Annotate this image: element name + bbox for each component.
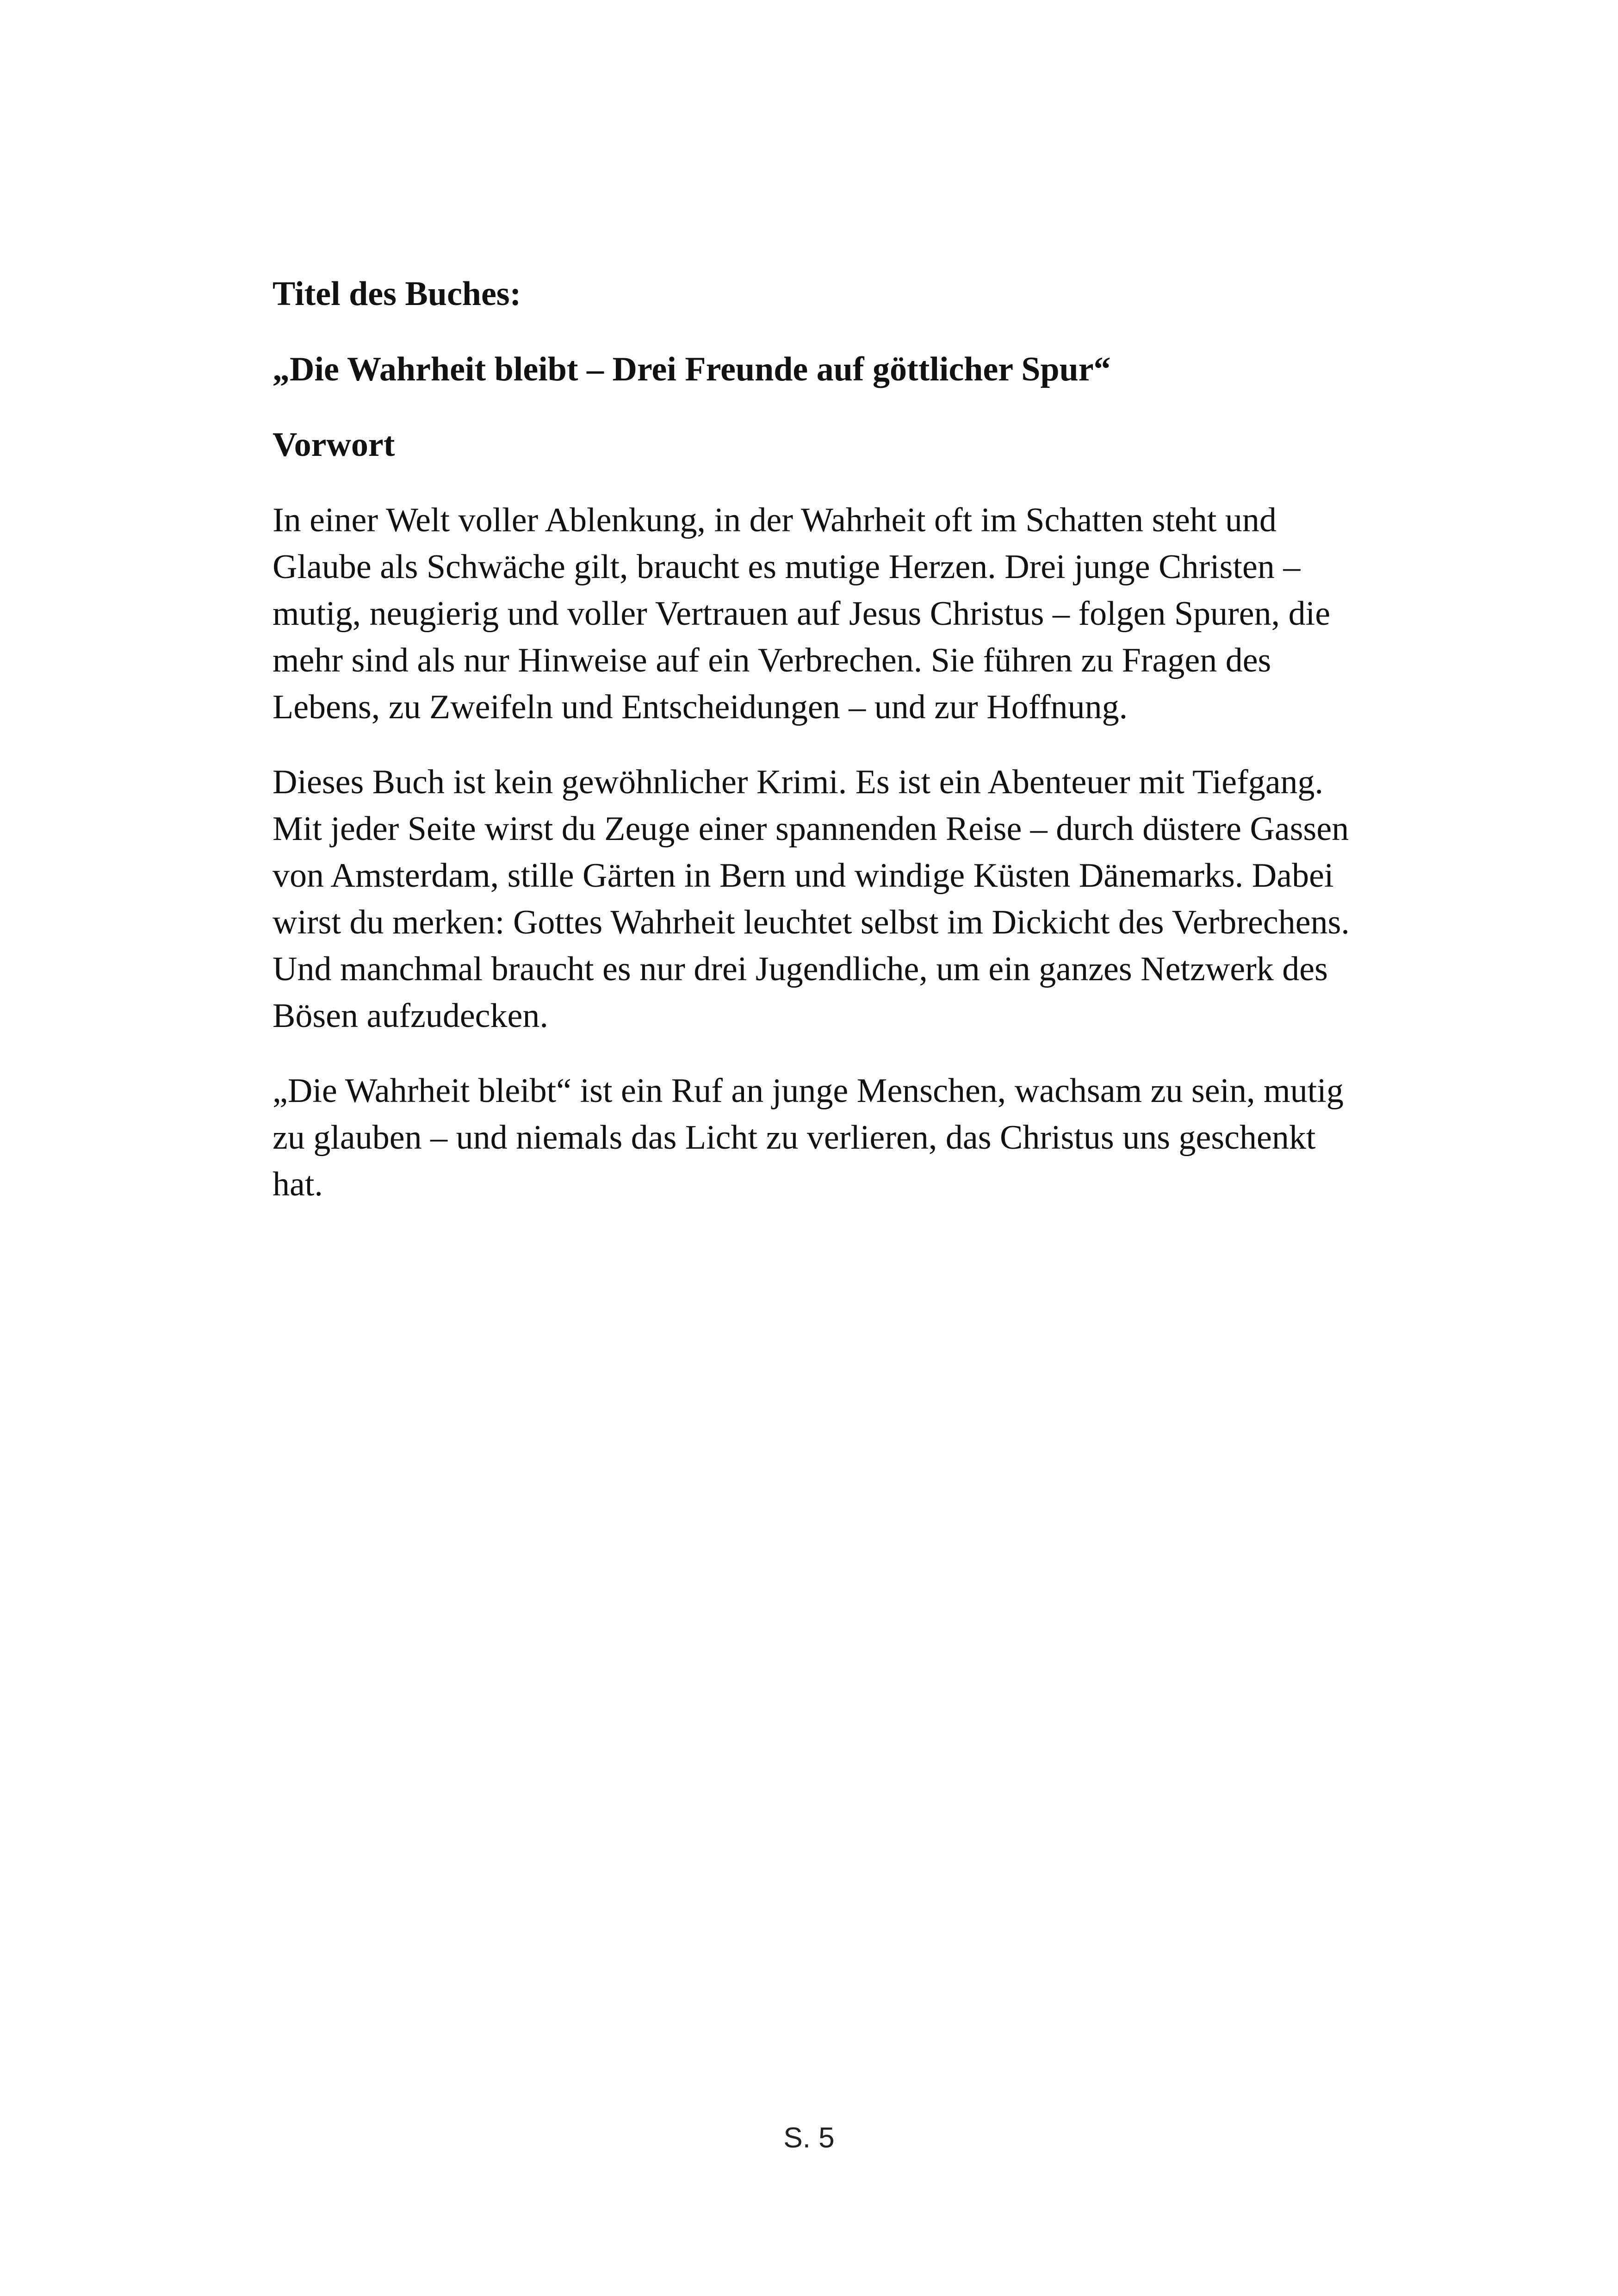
foreword-paragraph-2: Dieses Buch ist kein gewöhnlicher Krimi. Es ist ein Abenteuer mit Tiefgang. Mit jeder Seite wirst du Zeuge einer spannenden Reise – durch düstere Gassen von Amsterdam, stille Gärten in Bern und windige Küsten Dänemarks. Dabei wirst du merken: Gottes Wahrheit leuchtet selbst im Dickicht des Verbrechens. Und manchmal braucht es nur drei Jugendliche, um ein ganzes Netzwerk des Bösen aufzudecken. xyxy=(273,763,1350,1035)
page-content xyxy=(273,271,1351,1236)
foreword-paragraph-1: In einer Welt voller Ablenkung, in der Wahrheit oft im Schatten steht und Glaube als Schwäche gilt, braucht es mutige Herzen. Drei junge Christen – mutig, neugierig und voller Vertrauen auf Jesus Christus – folgen Spuren, die mehr sind als nur Hinweise auf ein Verbrechen. Sie führen zu Fragen des Lebens, zu Zweifeln und Entscheidungen – und zur Hoffnung. xyxy=(273,501,1331,726)
foreword-paragraph-3: „Die Wahrheit bleibt“ ist ein Ruf an junge Menschen, wachsam zu sein, mutig zu glauben – und niemals das Licht zu verlieren, das Christus uns geschenkt hat. xyxy=(273,1072,1344,1203)
foreword-heading: Vorwort xyxy=(273,426,395,464)
page-number: S. 5 xyxy=(783,2122,835,2154)
book-title: „Die Wahrheit bleibt – Drei Freunde auf göttlicher Spur“ xyxy=(273,350,1111,388)
book-title-label: Titel des Buches: xyxy=(273,275,521,313)
